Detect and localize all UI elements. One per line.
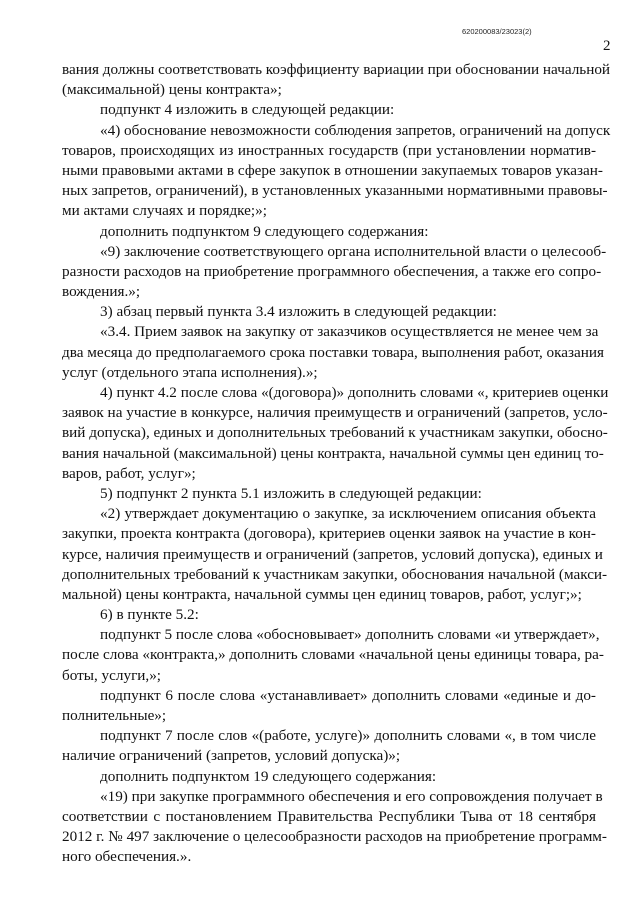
text-line: ми актами случаях и порядке;»; — [62, 202, 267, 220]
text-line: подпункт 5 после слова «обосновывает» дополнить словами «и утверждает», — [100, 626, 600, 644]
text-line: закупки, проекта контракта (договора), критериев оценки заявок на участие в кон- — [62, 525, 596, 543]
text-line: подпункт 4 изложить в следующей редакции: — [100, 101, 395, 119]
text-line: разности расходов на приобретение программного обеспечения, а также его сопро- — [62, 262, 602, 280]
text-line: (максимальной) цены контракта»; — [62, 81, 282, 99]
text-line: 6) в пункте 5.2: — [100, 606, 199, 624]
text-line: «4) обоснование невозможности соблюдения запретов, ограничений на допуск — [100, 121, 611, 139]
text-line: дополнительных требований к участникам закупки, обоснования начальной (макси- — [62, 565, 608, 583]
text-line: боты, услуги,»; — [62, 666, 162, 684]
text-line: вания начальной (максимальной) цены контракта, начальной суммы цен единиц то- — [62, 444, 604, 462]
text-line: вий допуска), единых и дополнительных требований к участникам закупки, обосно- — [62, 424, 608, 442]
text-line: вождения.»; — [62, 283, 141, 301]
text-line: услуг (отдельного этапа исполнения).»; — [62, 363, 318, 381]
page-number: 2 — [603, 38, 611, 54]
document-id: 620200083/23023(2) — [462, 27, 532, 36]
text-line: после слова «контракта,» дополнить словами «начальной цены единицы товара, ра- — [62, 646, 604, 664]
text-line: «2) утверждает документацию о закупке, за исключением описания объекта — [100, 505, 596, 523]
text-line: ных запретов, ограничений), в установленных указанными нормативными правовы- — [62, 182, 608, 200]
text-line: мальной) цены контракта, начальной суммы цен единиц товаров, работ, услуг;»; — [62, 585, 582, 603]
text-line: подпункт 7 после слов «(работе, услуге)» дополнить словами «, в том числе — [100, 727, 596, 745]
text-line: ными правовыми актами в сфере закупок в отношении закупаемых товаров указан- — [62, 161, 603, 179]
text-line: дополнить подпунктом 9 следующего содержания: — [100, 222, 429, 240]
text-line: варов, работ, услуг»; — [62, 464, 196, 482]
text-line: курсе, наличия преимуществ и ограничений (запретов, условий допуска), единых и — [62, 545, 603, 563]
text-line: ного обеспечения.». — [62, 848, 192, 866]
text-line: заявок на участие в конкурсе, наличия преимуществ и ограничений (запретов, усло- — [62, 404, 608, 422]
text-line: «3.4. Прием заявок на закупку от заказчиков осуществляется не менее чем за — [100, 323, 599, 341]
text-line: «19) при закупке программного обеспечения и его сопровождения получает в — [100, 787, 603, 805]
text-line: товаров, происходящих из иностранных государств (при установлении норматив- — [62, 141, 596, 159]
text-line: 5) подпункт 2 пункта 5.1 изложить в следующей редакции: — [100, 484, 482, 502]
document-body — [62, 60, 611, 868]
text-line: наличие ограничений (запретов, условий допуска)»; — [62, 747, 401, 765]
text-line: полнительные»; — [62, 707, 167, 724]
text-line: «9) заключение соответствующего органа исполнительной власти о целесооб- — [100, 242, 607, 260]
text-line: 2012 г. № 497 заключение о целесообразности расходов на приобретение программ- — [62, 828, 607, 846]
text-line: дополнить подпунктом 19 следующего содержания: — [100, 767, 437, 785]
text-line: вания должны соответствовать коэффициенту вариации при обосновании начальной — [62, 61, 611, 78]
text-line: соответствии с постановлением Правительства Республики Тыва от 18 сентября — [62, 807, 596, 825]
text-line: 3) абзац первый пункта 3.4 изложить в следующей редакции: — [100, 303, 497, 321]
text-line: 4) пункт 4.2 после слова «(договора)» дополнить словами «, критериев оценки — [100, 384, 609, 401]
text-line: подпункт 6 после слова «устанавливает» дополнить словами «единые и до- — [100, 686, 596, 704]
text-line: два месяца до предполагаемого срока поставки товара, выполнения работ, оказания — [62, 343, 605, 361]
